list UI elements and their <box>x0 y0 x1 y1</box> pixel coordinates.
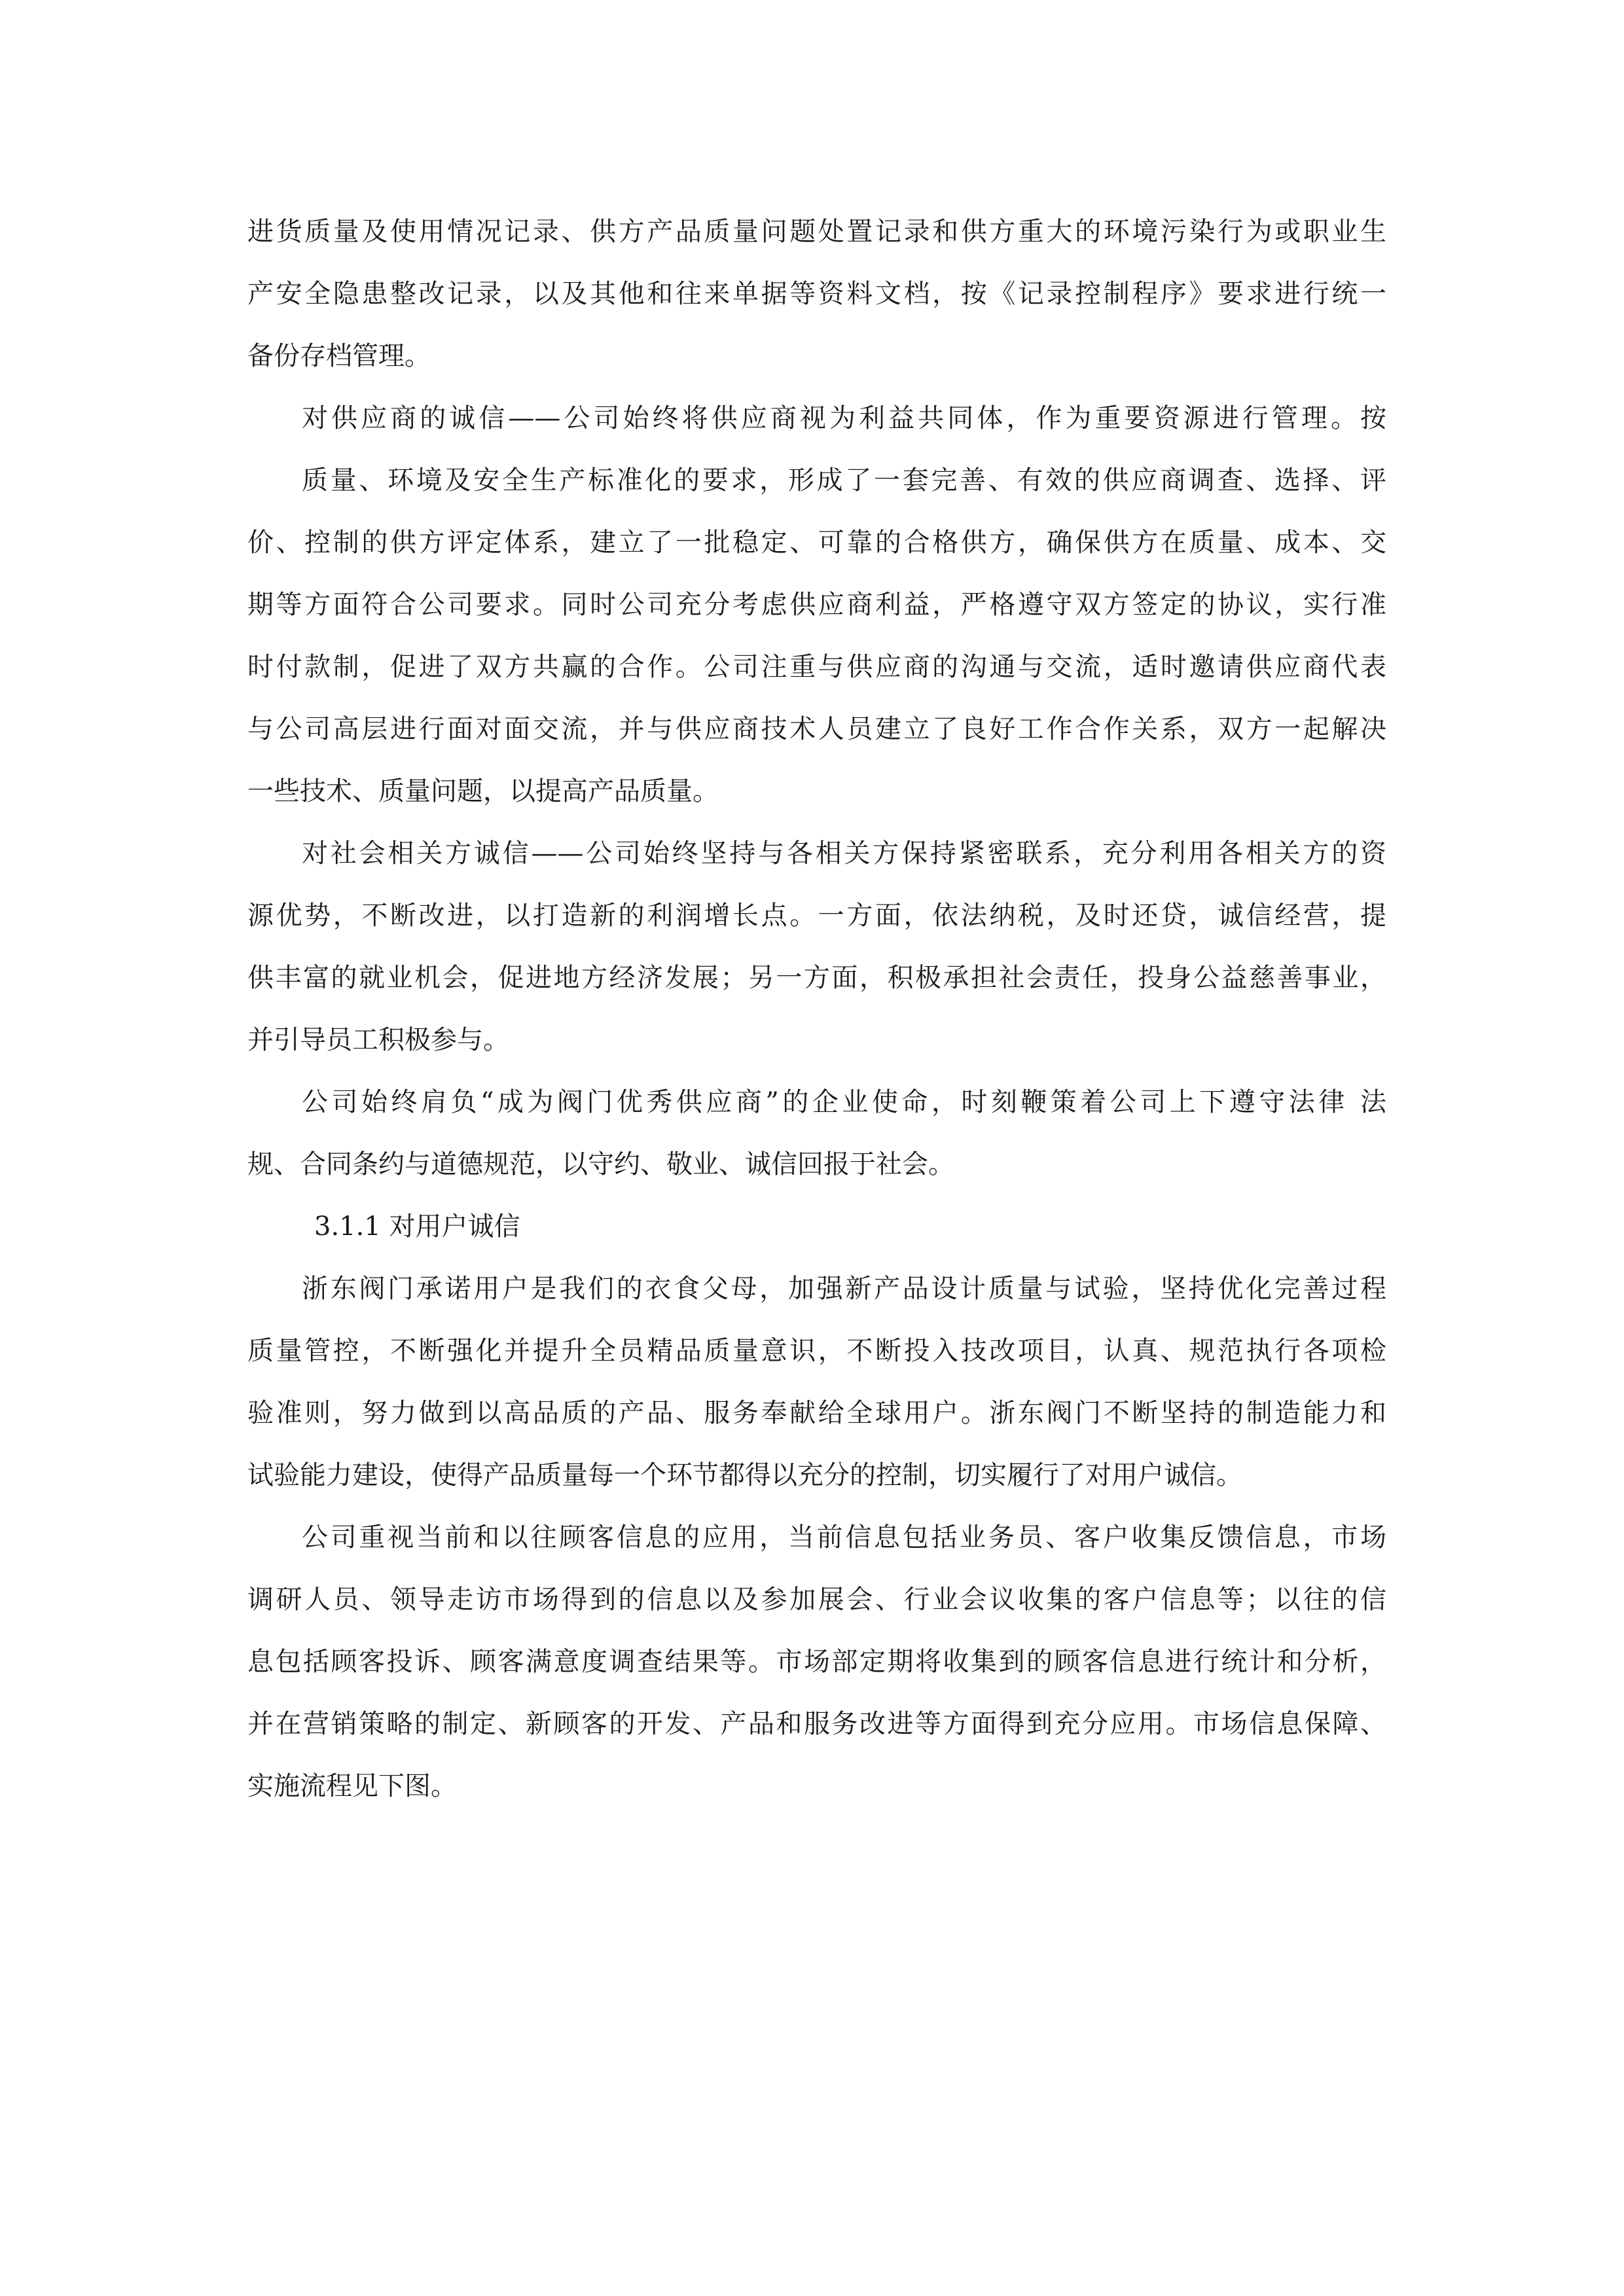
paragraph-line: 息包括顾客投诉、顾客满意度调查结果等。市场部定期将收集到的顾客信息进行统计和分析， <box>247 1647 1386 1677</box>
paragraph-line: 验准则，努力做到以高品质的产品、服务奉献给全球用户。浙东阀门不断坚持的制造能力和 <box>247 1398 1386 1428</box>
paragraph-line: 价、控制的供方评定体系，建立了一批稳定、可靠的合格供方，确保供方在质量、成本、交 <box>247 528 1386 558</box>
paragraph-line: 并引导员工积极参与。 <box>247 1025 509 1055</box>
paragraph-line: 进货质量及使用情况记录、供方产品质量问题处置记录和供方重大的环境污染行为或职业生 <box>247 217 1386 247</box>
paragraph-line: 备份存档管理。 <box>247 341 431 371</box>
paragraph-line: 时付款制，促进了双方共赢的合作。公司注重与供应商的沟通与交流，适时邀请供应商代表 <box>247 652 1386 682</box>
paragraph-line: 期等方面符合公司要求。同时公司充分考虑供应商利益，严格遵守双方签定的协议，实行准 <box>247 590 1386 620</box>
paragraph-line: 与公司高层进行面对面交流，并与供应商技术人员建立了良好工作合作关系，双方一起解决 <box>247 714 1386 744</box>
paragraph-line: 实施流程见下图。 <box>247 1771 457 1801</box>
paragraph-line: 产安全隐患整改记录，以及其他和往来单据等资料文档，按《记录控制程序》要求进行统一 <box>247 279 1386 309</box>
paragraph-line: 一些技术、质量问题，以提高产品质量。 <box>247 776 719 806</box>
paragraph-line: 试验能力建设，使得产品质量每一个环节都得以充分的控制，切实履行了对用户诚信。 <box>247 1460 1242 1490</box>
paragraph-line: 公司始终肩负“成为阀门优秀供应商”的企业使命，时刻鞭策着公司上下遵守法律 法 <box>302 1087 1386 1117</box>
paragraph-line: 公司重视当前和以往顾客信息的应用，当前信息包括业务员、客户收集反馈信息，市场 <box>302 1522 1386 1552</box>
paragraph-line: 对供应商的诚信——公司始终将供应商视为利益共同体，作为重要资源进行管理。按 <box>302 403 1386 433</box>
paragraph-line: 并在营销策略的制定、新顾客的开发、产品和服务改进等方面得到充分应用。市场信息保障、 <box>247 1709 1386 1739</box>
paragraph-line: 源优势，不断改进，以打造新的利润增长点。一方面，依法纳税，及时还贷，诚信经营，提 <box>247 901 1386 931</box>
paragraph-line: 质量管控，不断强化并提升全员精品质量意识，不断投入技改项目，认真、规范执行各项检 <box>247 1336 1386 1366</box>
paragraph-line: 规、合同条约与道德规范，以守约、敬业、诚信回报于社会。 <box>247 1149 954 1179</box>
paragraph-line: 质量、环境及安全生产标准化的要求，形成了一套完善、有效的供应商调查、选择、评 <box>302 465 1386 495</box>
paragraph-line: 调研人员、领导走访市场得到的信息以及参加展会、行业会议收集的客户信息等；以往的信 <box>247 1585 1386 1615</box>
paragraph-line: 供丰富的就业机会，促进地方经济发展；另一方面，积极承担社会责任，投身公益慈善事业， <box>247 963 1386 993</box>
section-heading: 3.1.1 对用户诚信 <box>314 1211 520 1242</box>
paragraph-line: 对社会相关方诚信——公司始终坚持与各相关方保持紧密联系，充分利用各相关方的资 <box>302 838 1386 869</box>
paragraph-line: 浙东阀门承诺用户是我们的衣食父母，加强新产品设计质量与试验，坚持优化完善过程 <box>302 1274 1386 1304</box>
